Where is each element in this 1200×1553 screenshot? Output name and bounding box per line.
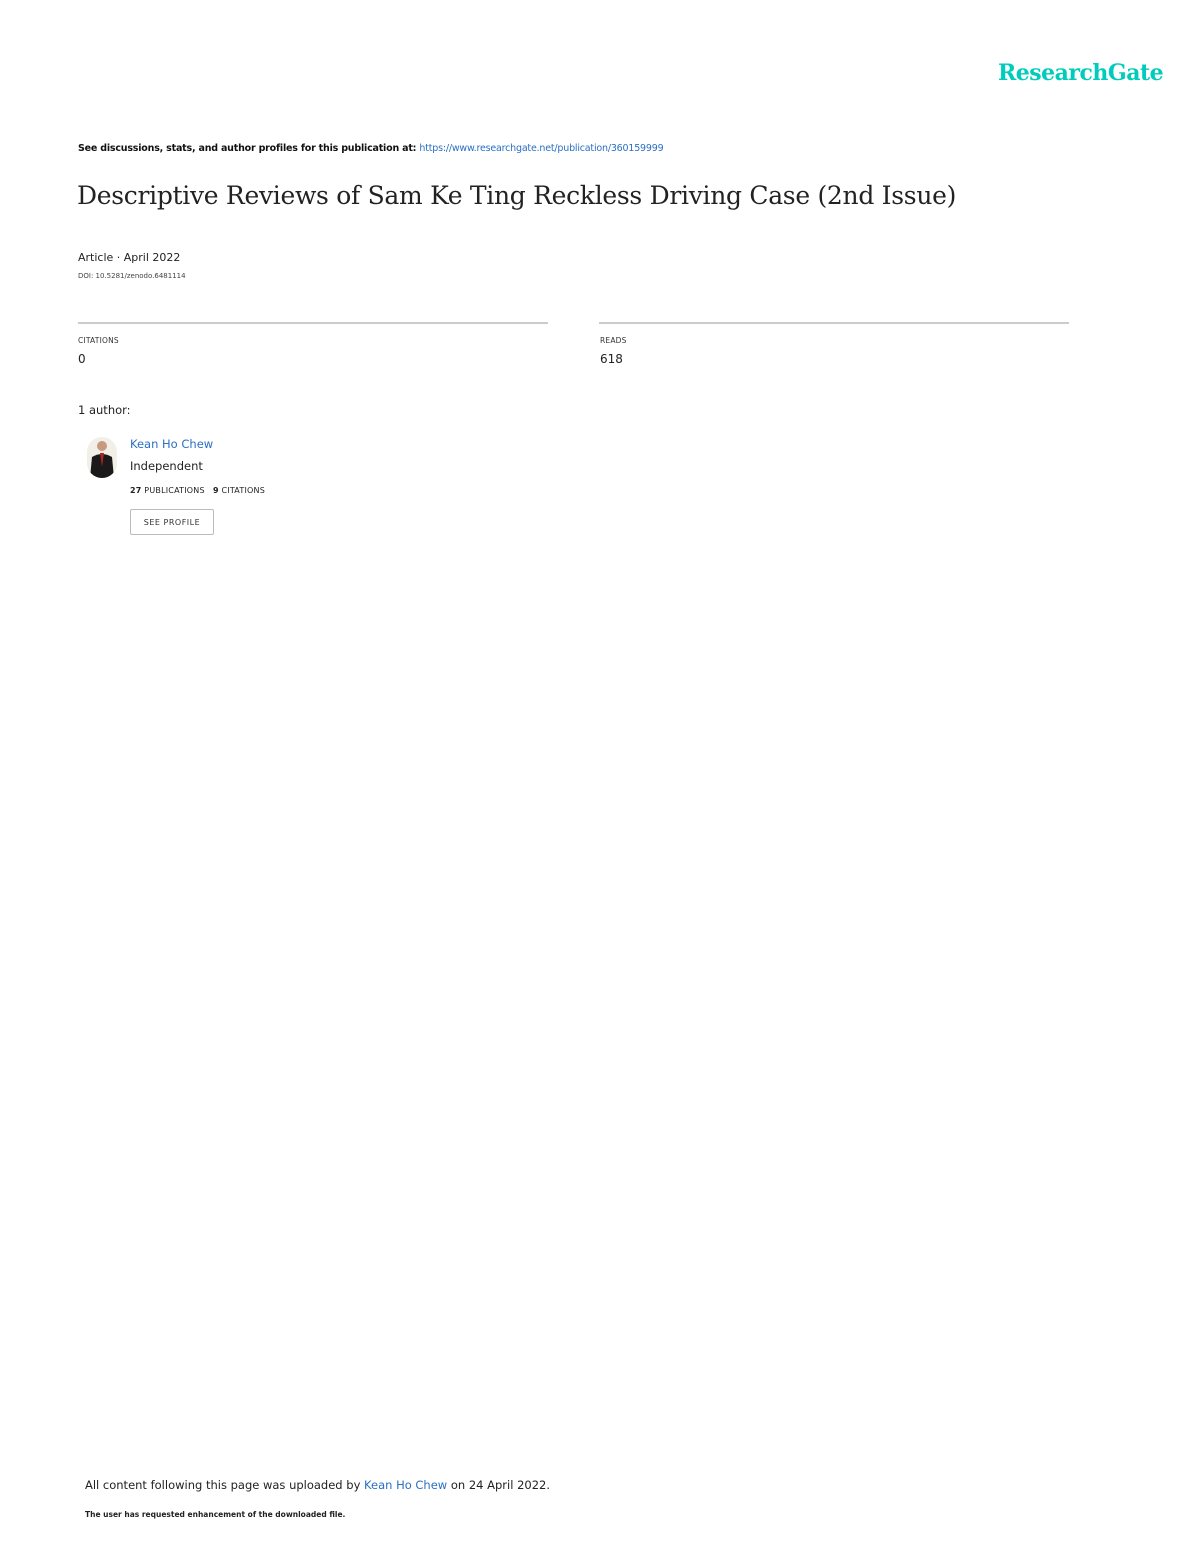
publication-meta: Article · April 2022: [78, 251, 181, 264]
reads-divider: [599, 322, 1069, 324]
author-citations-label: CITATIONS: [221, 486, 265, 495]
author-name-link[interactable]: Kean Ho Chew: [130, 437, 214, 451]
publication-url-link[interactable]: https://www.researchgate.net/publication/360159999: [419, 143, 664, 154]
author-affiliation: Independent: [130, 459, 203, 473]
see-profile-button[interactable]: SEE PROFILE: [130, 509, 214, 535]
enhancement-note: The user has requested enhancement of the downloaded file.: [85, 1510, 346, 1519]
publication-intro: [78, 143, 663, 154]
uploader-link[interactable]: Kean Ho Chew: [364, 1478, 448, 1492]
authors-count: 1 author:: [78, 403, 131, 417]
citations-divider: [78, 322, 548, 324]
upload-notice-suffix: on 24 April 2022.: [447, 1478, 551, 1492]
researchgate-logo[interactable]: ResearchGate: [998, 60, 1164, 86]
author-citations-count: 9: [212, 486, 219, 495]
author-publications-label: PUBLICATIONS: [144, 486, 205, 495]
upload-notice: [85, 1478, 550, 1492]
author-avatar[interactable]: [87, 437, 117, 478]
author-publications-count: 27: [130, 486, 142, 495]
reads-value: 618: [600, 352, 623, 366]
upload-notice-prefix: All content following this page was uploaded by: [85, 1478, 365, 1492]
citations-label: CITATIONS: [78, 336, 119, 345]
author-photo-icon: [87, 437, 117, 478]
intro-text: See discussions, stats, and author profiles for this publication at:: [78, 143, 420, 154]
publication-title: Descriptive Reviews of Sam Ke Ting Reckless Driving Case (2nd Issue): [77, 181, 957, 210]
publication-doi[interactable]: DOI: 10.5281/zenodo.6481114: [78, 272, 186, 280]
author-stats: [130, 486, 265, 495]
citations-value: 0: [78, 352, 86, 366]
reads-label: READS: [600, 336, 627, 345]
